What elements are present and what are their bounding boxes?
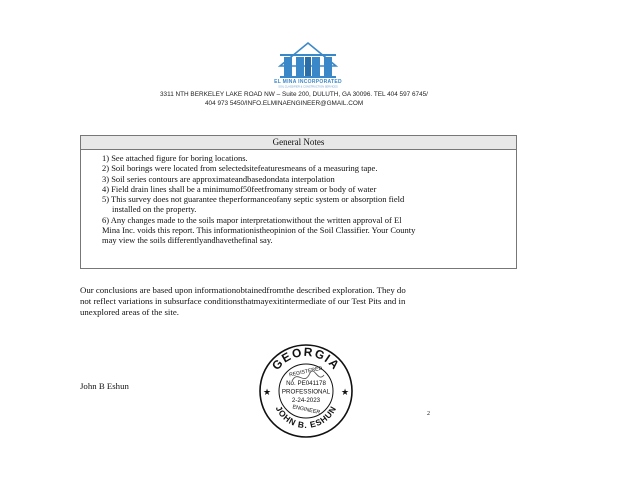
note-item: 5) This survey does not guarantee theperformanceofany septic system or absorption field: [102, 194, 405, 205]
seal-state: GEORGIA: [269, 344, 344, 373]
engineer-seal: [258, 343, 354, 439]
note-item-continuation: may view the soils differentlyandhavethefinal say.: [102, 235, 273, 246]
note-item-continuation: installed on the property.: [112, 204, 197, 215]
note-item: 3) Soil series contours are approximateandbasedondata interpolation: [102, 173, 335, 184]
company-logo: [258, 40, 358, 88]
general-notes-heading: General Notes: [81, 136, 516, 150]
seal-license-number: No. PE041178: [286, 380, 326, 387]
seal-date: 2-24-2023: [291, 397, 321, 404]
note-item: 2) Soil borings were located from selectedsitefeaturesmeans of a measuring tape.: [102, 163, 378, 174]
general-notes-list: [81, 150, 516, 246]
logo-company-name: EL MINA INCORPORATED: [274, 79, 342, 85]
seal-star-icon: ★: [263, 387, 272, 397]
logo-mark-icon: [280, 43, 336, 78]
company-address: [160, 91, 460, 108]
conclusion-line: Our conclusions are based upon informationobtainedfromthe described exploration. They do: [80, 285, 406, 295]
note-item: 1) See attached figure for boring locations.: [102, 153, 248, 163]
seal-star-icon: ★: [341, 387, 350, 397]
general-notes-box: [80, 135, 517, 269]
conclusion-line: unexplored areas of the site.: [80, 307, 179, 317]
logo-tagline: SOIL CLASSIFIER & CONSTRUCTION SERVICES: [278, 85, 338, 88]
conclusion-paragraph: [80, 285, 520, 318]
note-item: 6) Any changes made to the soils mapor interpretationwithout the written approval of El: [102, 214, 402, 225]
address-line-2: 404 973 5450/INFO.ELMINAENGINEER@GMAIL.COM: [205, 99, 364, 107]
seal-engineer-name: JOHN B. ESHUN: [273, 404, 339, 431]
note-item-continuation: Mina Inc. voids this report. This informationistheopinion of the Soil Classifier. Your County: [102, 225, 416, 236]
note-item: 4) Field drain lines shall be a minimumof50feetfromany stream or body of water: [102, 183, 377, 194]
signer-name: John B Eshun: [80, 381, 129, 391]
seal-professional: PROFESSIONAL: [281, 388, 331, 396]
conclusion-line: not reflect variations in subsurface conditionsthatmayexitintermediate of our Test Pits and in: [80, 296, 406, 306]
seal-engineer-label: ENGINEER: [291, 404, 321, 416]
address-line-1: 3311 NTH BERKELEY LAKE ROAD NW – Suite 200, DULUTH, GA 30096. TEL 404 597 6745/: [160, 91, 428, 98]
seal-registered: REGISTERED: [288, 365, 323, 379]
page-number: 2: [427, 411, 430, 417]
